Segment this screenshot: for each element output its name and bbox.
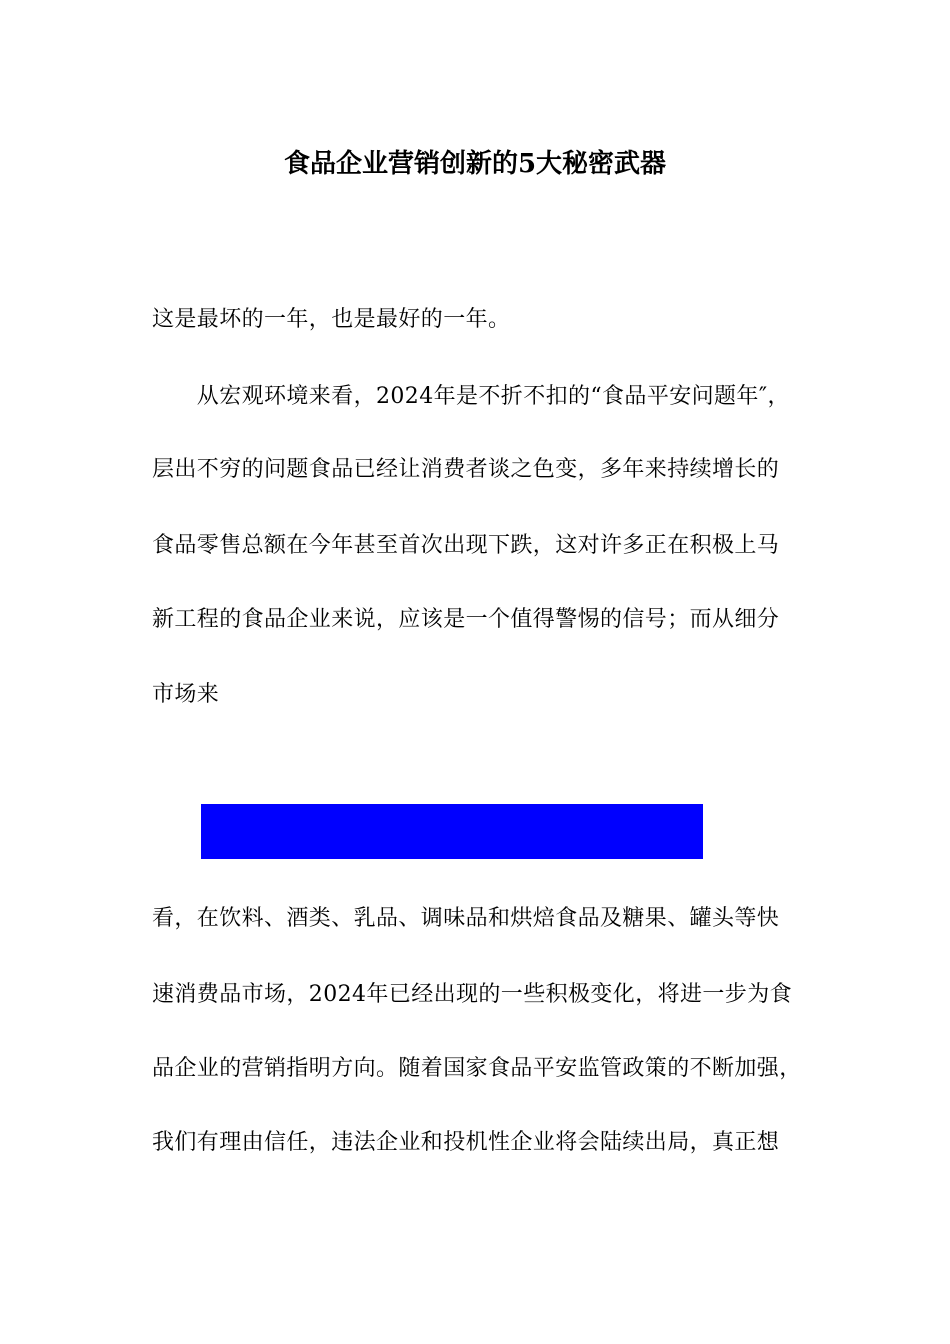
paragraph-line: 看，在饮料、酒类、乳品、调味品和烘焙食品及糖果、罐头等快: [152, 906, 780, 931]
document-title: 食品企业营销创新的5大秘密武器: [283, 149, 667, 179]
paragraph-line: 我们有理由信任，违法企业和投机性企业将会陆续出局，真正想: [152, 1130, 780, 1155]
paragraph-line: 这是最坏的一年，也是最好的一年。: [152, 307, 511, 332]
paragraph-line: 从宏观环境来看，2024年是不折不扣的“食品平安问题年″，: [152, 384, 790, 409]
paragraph-line: 速消费品市场，2024年已经出现的一些积极变化，将进一步为食: [152, 982, 792, 1007]
paragraph-line: 品企业的营销指明方向。随着国家食品平安监管政策的不断加强，: [152, 1056, 802, 1081]
paragraph-line: 食品零售总额在今年甚至首次出现下跌，这对许多正在积极上马: [152, 533, 780, 558]
paragraph-line: 新工程的食品企业来说，应该是一个值得警惕的信号；而从细分: [152, 607, 780, 632]
paragraph-line: 市场来: [152, 682, 220, 707]
paragraph-line: 层出不穷的问题食品已经让消费者谈之色变，多年来持续增长的: [152, 457, 780, 482]
blue-banner: [201, 804, 703, 859]
